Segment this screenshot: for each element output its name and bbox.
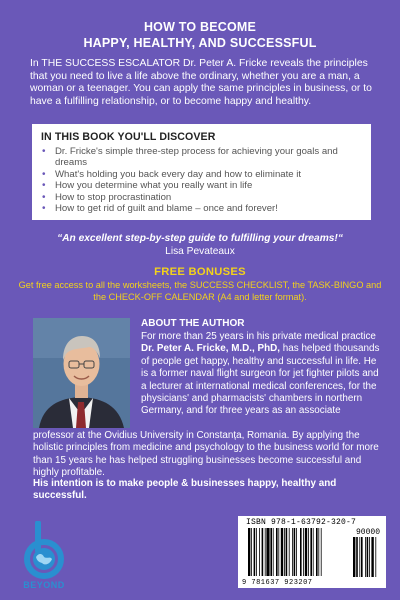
barcode-bar	[321, 528, 322, 576]
barcode-bar	[305, 528, 307, 576]
price-code: 90000	[356, 528, 381, 537]
barcode-bar	[308, 528, 309, 576]
heading-line-1: HOW TO BECOME	[143, 20, 257, 34]
barcode-addon-bar	[365, 537, 366, 577]
discover-item: • What's holding you back every day and how to eliminate it	[41, 169, 363, 180]
barcode-addon-bar	[371, 537, 373, 577]
testimonial-author: Lisa Pevateaux	[165, 246, 235, 257]
discover-item: • How to stop procrastination	[41, 192, 363, 203]
discover-item: • How you determine what you really want in life	[41, 180, 363, 191]
discover-item: • Dr. Fricke's simple three-step process for achieving your goals and dreams	[41, 146, 363, 169]
barcode-addon-bar	[359, 537, 360, 577]
isbn-barcode	[238, 516, 386, 588]
publisher-logo	[14, 521, 74, 593]
barcode-bar	[276, 528, 278, 576]
barcode-bar	[316, 528, 318, 576]
barcode-bar	[248, 528, 250, 576]
barcode-bar	[259, 528, 260, 576]
author-portrait-illustration	[33, 318, 130, 428]
barcode-bar	[251, 528, 252, 576]
barcode-bar	[313, 528, 314, 576]
bonuses-title: FREE BONUSES	[154, 266, 246, 278]
heading-line-2: HAPPY, HEALTHY, AND SUCCESSFUL	[83, 36, 317, 50]
barcode-bar	[292, 528, 293, 576]
testimonial-text: “An excellent step-by-step guide to fulfilling your dreams!“	[57, 233, 343, 244]
testimonial	[20, 232, 380, 258]
barcode-bar	[318, 528, 319, 576]
about-author-paragraph	[141, 331, 383, 418]
discover-list	[41, 146, 363, 214]
cover-heading	[0, 19, 400, 51]
publisher-name: BEYOND	[23, 580, 65, 590]
barcode-addon-bar	[353, 537, 355, 577]
barcode-bar	[278, 528, 279, 576]
barcode-bar	[273, 528, 274, 576]
barcode-addon-bar	[361, 537, 363, 577]
barcode-addon-bar	[367, 537, 369, 577]
barcode-bar	[256, 528, 257, 576]
barcode-bar	[310, 528, 312, 576]
isbn-number: ISBN 978-1-63792-320-7	[246, 518, 357, 527]
author-photo	[33, 318, 130, 428]
barcode-bar	[286, 528, 288, 576]
intro-paragraph: In THE SUCCESS ESCALATOR Dr. Peter A. Fricke reveals the principles that you need to live a life above the ordinary, whether you are a man, a woman or a teenager. You can apply the same principles in business, or to have a fulfilling relationship, or to become happy and healthy.	[30, 58, 372, 107]
barcode-addon-bar	[369, 537, 370, 577]
barcode-bar	[294, 528, 296, 576]
barcode-bar	[296, 528, 297, 576]
author-name: Dr. Peter A. Fricke, M.D., PhD,	[141, 343, 281, 355]
discover-title: IN THIS BOOK YOU'LL DISCOVER	[41, 131, 216, 143]
barcode-addon-bar	[356, 537, 358, 577]
barcode-bar	[254, 528, 256, 576]
barcode-bar	[270, 528, 272, 576]
discover-item: • How to get rid of guilt and blame – once and forever!	[41, 203, 363, 214]
barcode-bar	[262, 528, 264, 576]
author-intention: His intention is to make people & businesses happy, healthy and successful.	[33, 478, 337, 502]
bonuses-text: Get free access to all the worksheets, the SUCCESS CHECKLIST, the TASK-BINGO and the CHECK-OFF CALENDAR (A4 and letter format).	[18, 280, 382, 302]
barcode-bar	[265, 528, 266, 576]
barcode-digits: 9 781637 923207	[242, 579, 313, 587]
barcode-bars	[238, 516, 386, 588]
barcode-bar	[281, 528, 283, 576]
about-author-paragraph-continued: professor at the Ovidius University in Constanța, Romania. By applying the holistic principles from medicine and psychology to the business world for more than 15 years he has helped struggling businesses become successful and highly profitable.	[33, 430, 379, 479]
barcode-bar	[266, 528, 269, 576]
barcode-addon-bar	[375, 537, 376, 577]
about-text-start: For more than 25 years in his private medical practice	[141, 331, 376, 342]
barcode-bar	[289, 528, 290, 576]
barcode-bar	[300, 528, 302, 576]
discover-box	[32, 124, 371, 220]
about-author-title: ABOUT THE AUTHOR	[141, 318, 245, 329]
barcode-bar	[303, 528, 304, 576]
about-text-rest: has helped thousands of people get happy, healthy and successful in life. He is a former naval flight surgeon for jet fighter pilots and a lecturer at international medical conferences, for the physicians' and pharmacists' chambers in northern Germany, and for three years as an associate	[141, 343, 380, 417]
barcode-bar	[284, 528, 285, 576]
